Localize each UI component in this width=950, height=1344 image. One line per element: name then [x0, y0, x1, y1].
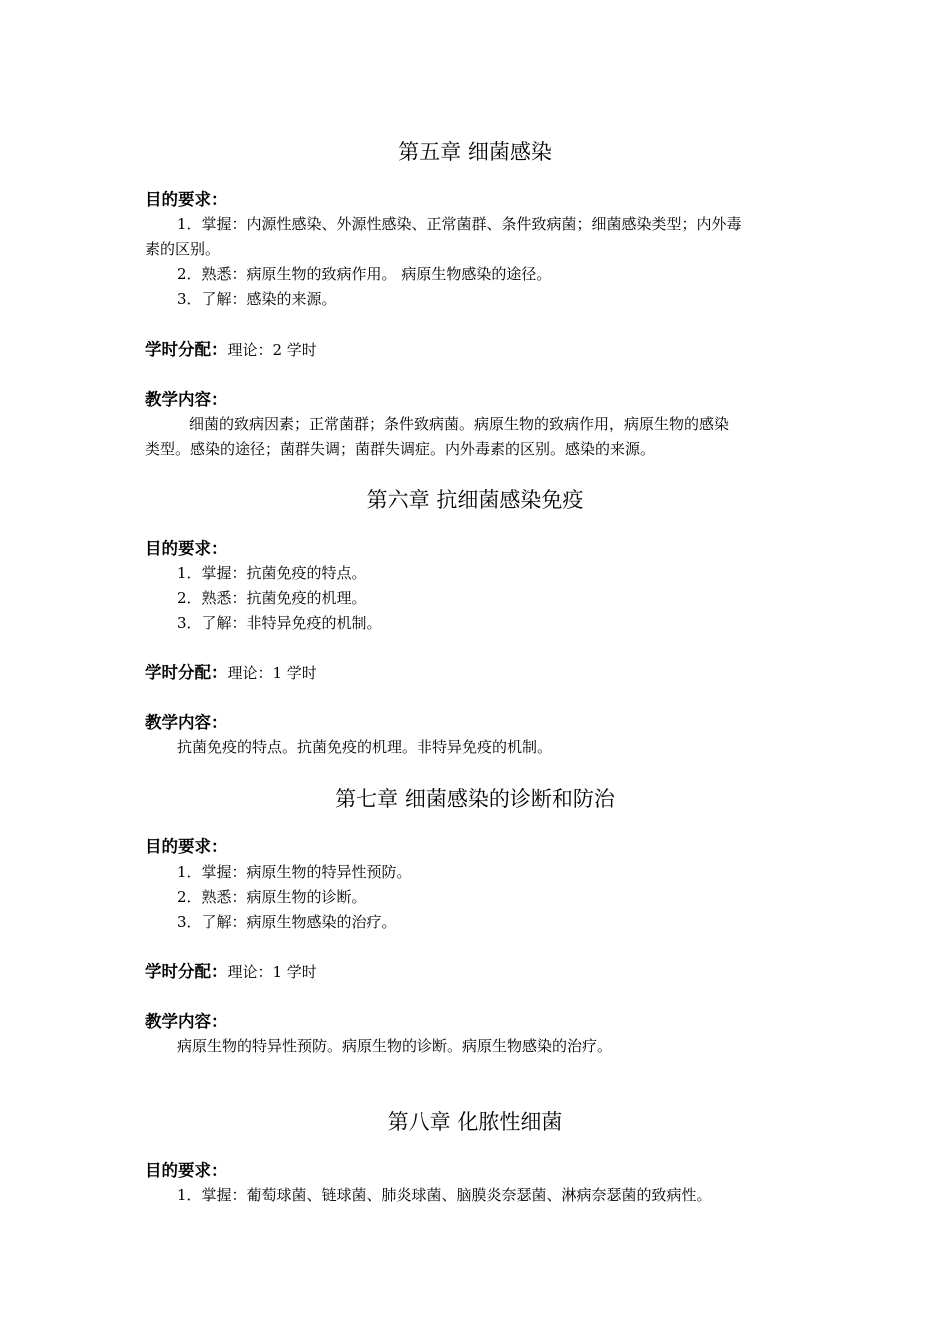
- hours-label: 学时分配：: [145, 663, 228, 682]
- hours-label: 学时分配：: [145, 340, 228, 359]
- content-text-continued: 类型。感染的途径；菌群失调；菌群失调症。内外毒素的区别。感染的来源。: [145, 440, 656, 458]
- chapter-title: 第五章 细菌感染: [398, 140, 552, 164]
- hours-label: 学时分配：: [145, 962, 228, 981]
- content-text: 细菌的致病因素；正常菌群；条件致病菌。病原生物的致病作用，病原生物的感染: [189, 415, 730, 433]
- objective-item: 1．掌握：葡萄球菌、链球菌、肺炎球菌、脑膜炎奈瑟菌、淋病奈瑟菌的致病性。: [177, 1186, 712, 1204]
- content-text: 病原生物的特异性预防。病原生物的诊断。病原生物感染的治疗。: [177, 1037, 613, 1055]
- content-label: 教学内容：: [145, 1012, 228, 1031]
- objective-item: 2．熟悉：抗菌免疫的机理。: [177, 589, 367, 607]
- objectives-label: 目的要求：: [145, 837, 228, 856]
- content-text: 抗菌免疫的特点。抗菌免疫的机理。非特异免疫的机制。: [177, 738, 553, 756]
- chapter-title: 第七章 细菌感染的诊断和防治: [335, 787, 615, 811]
- objectives-label: 目的要求：: [145, 539, 228, 558]
- objective-item: 2．熟悉：病原生物的诊断。: [177, 888, 367, 906]
- content-label: 教学内容：: [145, 390, 228, 409]
- hours-allocation: [145, 338, 317, 362]
- hours-value: 理论：2 学时: [227, 341, 317, 359]
- objectives-label: 目的要求：: [145, 190, 228, 209]
- hours-value: 理论：1 学时: [227, 963, 317, 981]
- hours-allocation: [145, 960, 317, 984]
- objective-item: 1．掌握：抗菌免疫的特点。: [177, 564, 367, 582]
- hours-value: 理论：1 学时: [227, 664, 317, 682]
- objective-item: 1．掌握：内源性感染、外源性感染、正常菌群、条件致病菌；细菌感染类型；内外毒: [177, 215, 742, 233]
- objective-item: 1．掌握：病原生物的特异性预防。: [177, 863, 412, 881]
- hours-allocation: [145, 661, 317, 685]
- objective-item: 2．熟悉：病原生物的致病作用。 病原生物感染的途径。: [177, 265, 552, 283]
- content-label: 教学内容：: [145, 713, 228, 732]
- objectives-label: 目的要求：: [145, 1161, 228, 1180]
- objective-item-continued: 素的区别。: [145, 240, 221, 258]
- objective-item: 3．了解：感染的来源。: [177, 290, 337, 308]
- chapter-title: 第六章 抗细菌感染免疫: [366, 488, 584, 512]
- objective-item: 3．了解：病原生物感染的治疗。: [177, 913, 397, 931]
- chapter-title: 第八章 化脓性细菌: [387, 1110, 563, 1134]
- objective-item: 3．了解：非特异免疫的机制。: [177, 614, 382, 632]
